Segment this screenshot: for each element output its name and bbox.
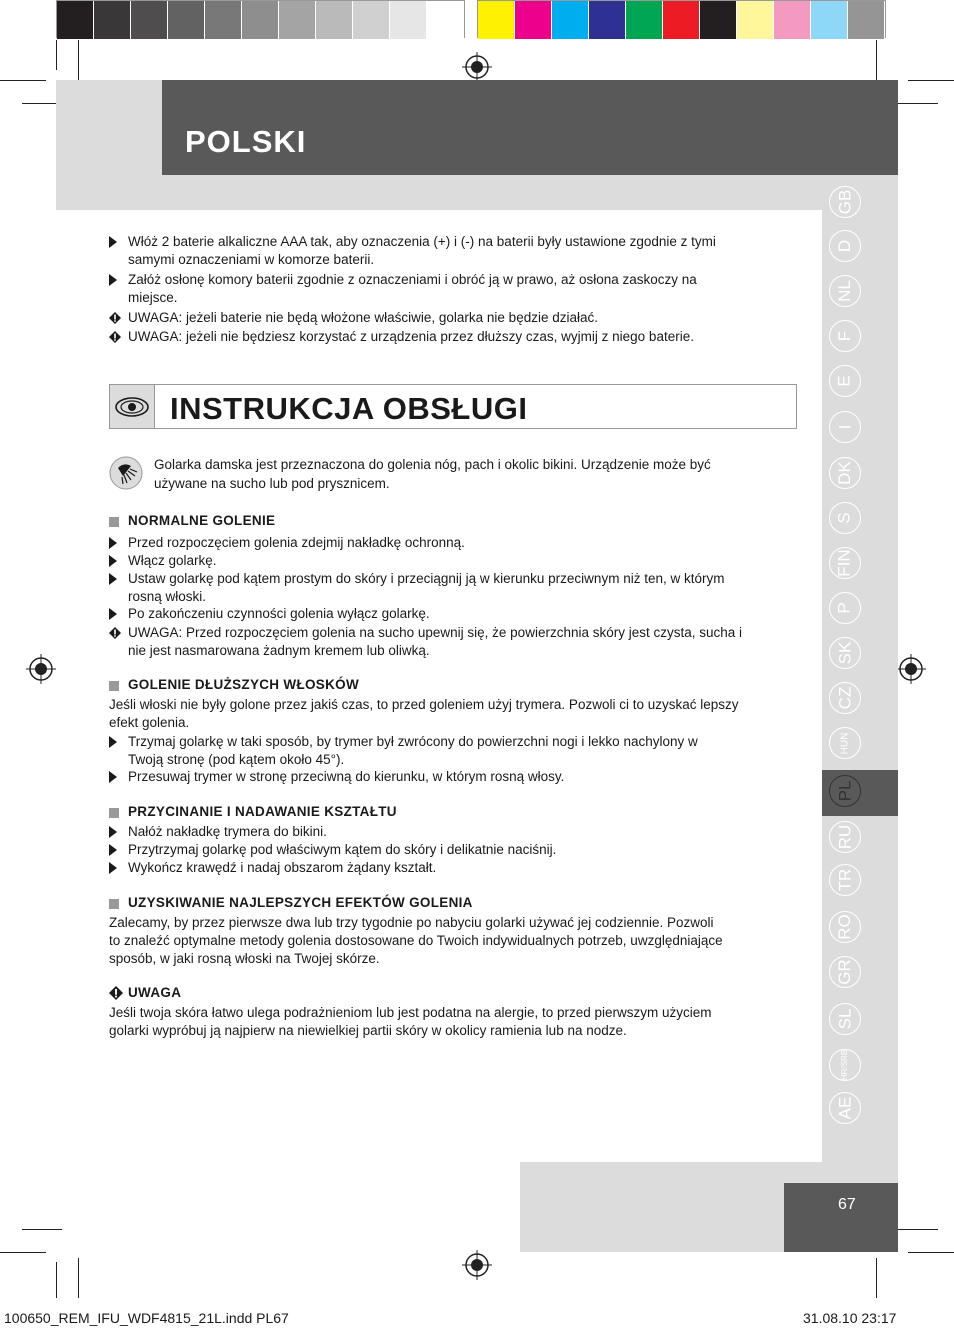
bullet-arrow-icon	[109, 736, 117, 748]
normal-bullet-4: Po zakończeniu czynności golenia wyłącz golarkę.	[128, 606, 430, 621]
longer-bullet-1-line-2: Twoją stronę (pod kątem około 45°).	[128, 752, 345, 767]
trimming-bullet-1: Nałóż nakładkę trymera do bikini.	[128, 824, 327, 839]
registration-mark-icon	[26, 654, 56, 684]
best-line-2: to znaleźć optymalne metody golenia dostosowane do Twoich indywidualnych potrzeb, uwzględniające	[109, 933, 723, 948]
gray-swatch	[390, 1, 427, 39]
heading-square-icon	[109, 808, 119, 818]
best-heading: UZYSKIWANIE NAJLEPSZYCH EFEKTÓW GOLENIA	[128, 895, 473, 910]
bullet-arrow-icon	[109, 555, 117, 567]
warning-icon	[109, 312, 121, 324]
crop-mark	[56, 40, 57, 70]
language-tab-label: AE	[835, 1096, 854, 1120]
color-swatch	[737, 1, 774, 39]
language-tab-hr-srb[interactable]	[829, 1049, 861, 1081]
normal-bullet-3-line-1: Ustaw golarkę pod kątem prostym do skóry i przeciągnij ją w kierunku przeciwnym niż ten, w którym	[128, 571, 725, 586]
language-tab-label: RO	[835, 914, 854, 940]
crop-mark	[56, 1262, 57, 1298]
color-swatch	[663, 1, 700, 39]
language-tab-gr[interactable]	[829, 956, 861, 988]
language-tab-label: PL	[834, 780, 854, 802]
registration-mark-icon	[462, 52, 492, 82]
crop-mark	[898, 1229, 938, 1230]
bullet-arrow-icon	[109, 862, 117, 874]
intro-bullet-1-line-1: Włóż 2 baterie alkaliczne AAA tak, aby oznaczenia (+) i (-) na baterii były ustawione zgodnie z tymi	[128, 234, 716, 249]
bullet-arrow-icon	[109, 844, 117, 856]
language-tab-label: HUN	[839, 732, 851, 754]
best-line-3: sposób, w jaki rosną włoski na Twojej skórze.	[109, 951, 380, 966]
normal-heading: NORMALNE GOLENIE	[128, 513, 276, 528]
normal-warning-line-2: nie jest nasmarowana żadnym kremem lub oliwką.	[128, 643, 430, 658]
crop-mark	[876, 1258, 877, 1298]
heading-square-icon	[109, 681, 119, 691]
intro-bullet-1-line-2: samymi oznaczeniami w komorze baterii.	[128, 252, 375, 267]
crop-mark	[0, 1252, 46, 1253]
language-tab-nl[interactable]	[829, 275, 861, 307]
language-tab-tr[interactable]	[829, 864, 861, 896]
warning-icon	[109, 986, 123, 1000]
gray-swatch	[168, 1, 205, 39]
page-title: POLSKI	[185, 124, 307, 159]
language-tab-cz[interactable]	[829, 682, 861, 714]
color-swatch	[515, 1, 552, 39]
language-tab-label: GR	[835, 959, 854, 985]
color-swatch	[589, 1, 626, 39]
crop-mark	[908, 1252, 954, 1253]
heading-square-icon	[109, 899, 119, 909]
language-tab-label: CZ	[834, 686, 854, 710]
language-tab-f[interactable]	[829, 320, 861, 352]
intro-bullet-2-line-1: Załóż osłonę komory baterii zgodnie z oznaczeniami i obróć ją w prawo, aż osłona zaskoczy na	[128, 272, 697, 287]
crop-mark	[898, 103, 938, 104]
language-tab-pl[interactable]	[829, 775, 861, 807]
language-tab-label: P	[835, 602, 854, 614]
registration-mark-icon	[462, 1250, 492, 1280]
color-swatch	[700, 1, 737, 39]
bullet-arrow-icon	[109, 771, 117, 783]
language-tab-ru[interactable]	[829, 821, 861, 853]
longer-bullet-2: Przesuwaj trymer w stronę przeciwną do kierunku, w którym rosną włosy.	[128, 769, 565, 784]
trimming-heading: PRZYCINANIE I NADAWANIE KSZTAŁTU	[128, 804, 397, 819]
language-tab-label: DK	[835, 461, 854, 485]
language-tab-s[interactable]	[829, 502, 861, 534]
normal-bullet-3-line-2: rosną włoski.	[128, 589, 207, 604]
header-gray-band	[56, 175, 898, 210]
bullet-arrow-icon	[109, 826, 117, 838]
language-tab-hun[interactable]	[829, 727, 861, 759]
crop-mark	[22, 1229, 62, 1230]
longer-paragraph-line-2: efekt golenia.	[109, 715, 190, 730]
color-swatch	[478, 1, 515, 39]
crop-mark	[0, 80, 46, 81]
heading-square-icon	[109, 517, 119, 527]
section-title: INSTRUKCJA OBSŁUGI	[170, 391, 528, 426]
normal-bullet-2: Włącz golarkę.	[128, 553, 217, 568]
color-swatch-group	[477, 0, 886, 38]
color-swatch	[626, 1, 663, 39]
gray-swatch	[353, 1, 390, 39]
crop-mark	[908, 80, 954, 81]
language-tab-fin[interactable]	[829, 547, 861, 579]
color-calibration-bar	[56, 0, 886, 38]
normal-warning-line-1: UWAGA: Przed rozpoczęciem golenia na sucho upewnij się, że powierzchnia skóry jest czysta, sucha i	[128, 625, 743, 640]
gray-swatch	[242, 1, 279, 39]
color-swatch	[848, 1, 885, 39]
best-line-1: Zalecamy, by przez pierwsze dwa lub trzy tygodnie po nabyciu golarki używać jej codziennie. Pozwoli	[109, 915, 714, 930]
language-tab-label: I	[834, 424, 854, 430]
bullet-arrow-icon	[109, 573, 117, 585]
intro-warning-1: UWAGA: jeżeli baterie nie będą włożone właściwie, golarka nie będzie działać.	[128, 310, 598, 325]
gray-swatch	[205, 1, 242, 39]
longer-bullet-1-line-1: Trzymaj golarkę w taki sposób, by trymer był zwrócony do powierzchni nogi i lekko nachylony w	[128, 734, 698, 749]
trimming-bullet-2: Przytrzymaj golarkę pod właściwym kątem do skóry i delikatnie naciśnij.	[128, 842, 557, 857]
caution-heading: UWAGA	[128, 985, 182, 1000]
caution-line-2: golarki wypróbuj ją najpierw na niewielkiej partii skóry w okolicy ramienia lub na nodze.	[109, 1023, 627, 1038]
language-tab-e[interactable]	[829, 365, 861, 397]
page-number: 67	[838, 1196, 856, 1213]
longer-paragraph-line-1: Jeśli włoski nie były golone przez jakiś czas, to przed goleniem użyj trymera. Pozwoli ci to uzyskać lepszy	[109, 697, 739, 712]
language-tab-label: GB	[835, 189, 854, 215]
language-tab-ro[interactable]	[829, 911, 861, 943]
gray-swatch	[427, 1, 464, 39]
language-tab-label: HR/SRB	[840, 1049, 850, 1081]
caution-line-1: Jeśli twoja skóra łatwo ulega podrażnieniom lub jest podatna na alergie, to przed pierwszym użyciem	[109, 1005, 712, 1020]
language-tab-gb[interactable]	[829, 186, 861, 218]
gray-swatch-group	[56, 0, 465, 38]
gray-swatch	[316, 1, 353, 39]
language-tab-p[interactable]	[829, 592, 861, 624]
color-swatch	[774, 1, 811, 39]
language-tab-dk[interactable]	[829, 457, 861, 489]
shower-icon	[109, 456, 143, 490]
crop-mark	[78, 1258, 79, 1298]
color-swatch	[552, 1, 589, 39]
gray-swatch	[57, 1, 94, 39]
normal-bullet-1: Przed rozpoczęciem golenia zdejmij nakładkę ochronną.	[128, 535, 465, 550]
footer-date: 31.08.10 23:17	[803, 1310, 897, 1326]
shower-text-line-2: używane na sucho lub pod prysznicem.	[154, 476, 390, 491]
bullet-arrow-icon	[109, 537, 117, 549]
registration-mark-icon	[896, 654, 926, 684]
eye-icon	[114, 395, 150, 419]
language-tab-label: E	[835, 375, 854, 387]
language-tab-d[interactable]	[829, 230, 861, 262]
bullet-arrow-icon	[109, 608, 117, 620]
language-tab-sl[interactable]	[829, 1003, 861, 1035]
trimming-bullet-3: Wykończ krawędź i nadaj obszarom żądany kształt.	[128, 860, 437, 875]
language-tab-label: S	[835, 512, 854, 524]
bullet-arrow-icon	[109, 236, 117, 248]
intro-warning-2: UWAGA: jeżeli nie będziesz korzystać z urządzenia przez dłuższy czas, wyjmij z niego baterie.	[128, 329, 694, 344]
language-tab-label: SL	[834, 1008, 854, 1030]
bullet-arrow-icon	[109, 274, 117, 286]
gray-swatch	[94, 1, 131, 39]
warning-icon	[109, 627, 121, 639]
language-tab-label: D	[835, 239, 854, 253]
language-tab-label: SK	[835, 641, 854, 665]
gray-swatch	[279, 1, 316, 39]
intro-bullet-2-line-2: miejsce.	[128, 290, 178, 305]
gray-swatch	[131, 1, 168, 39]
language-tab-i[interactable]	[829, 411, 861, 443]
color-swatch	[811, 1, 848, 39]
language-tab-label: NL	[834, 280, 854, 302]
language-tab-label: FIN	[834, 549, 854, 577]
footer-file-name: 100650_REM_IFU_WDF4815_21L.indd PL67	[4, 1310, 289, 1326]
language-tab-ae[interactable]	[829, 1092, 861, 1124]
shower-text-line-1: Golarka damska jest przeznaczona do golenia nóg, pach i okolic bikini. Urządzenie może być	[154, 457, 711, 472]
warning-icon	[109, 331, 121, 343]
page-number-box	[784, 1183, 898, 1252]
language-tab-label: RU	[835, 824, 854, 850]
language-tab-sk[interactable]	[829, 637, 861, 669]
language-tab-label: F	[834, 330, 854, 342]
language-tab-label: TR	[834, 868, 854, 892]
longer-heading: GOLENIE DŁUŻSZYCH WŁOSKÓW	[128, 677, 359, 692]
